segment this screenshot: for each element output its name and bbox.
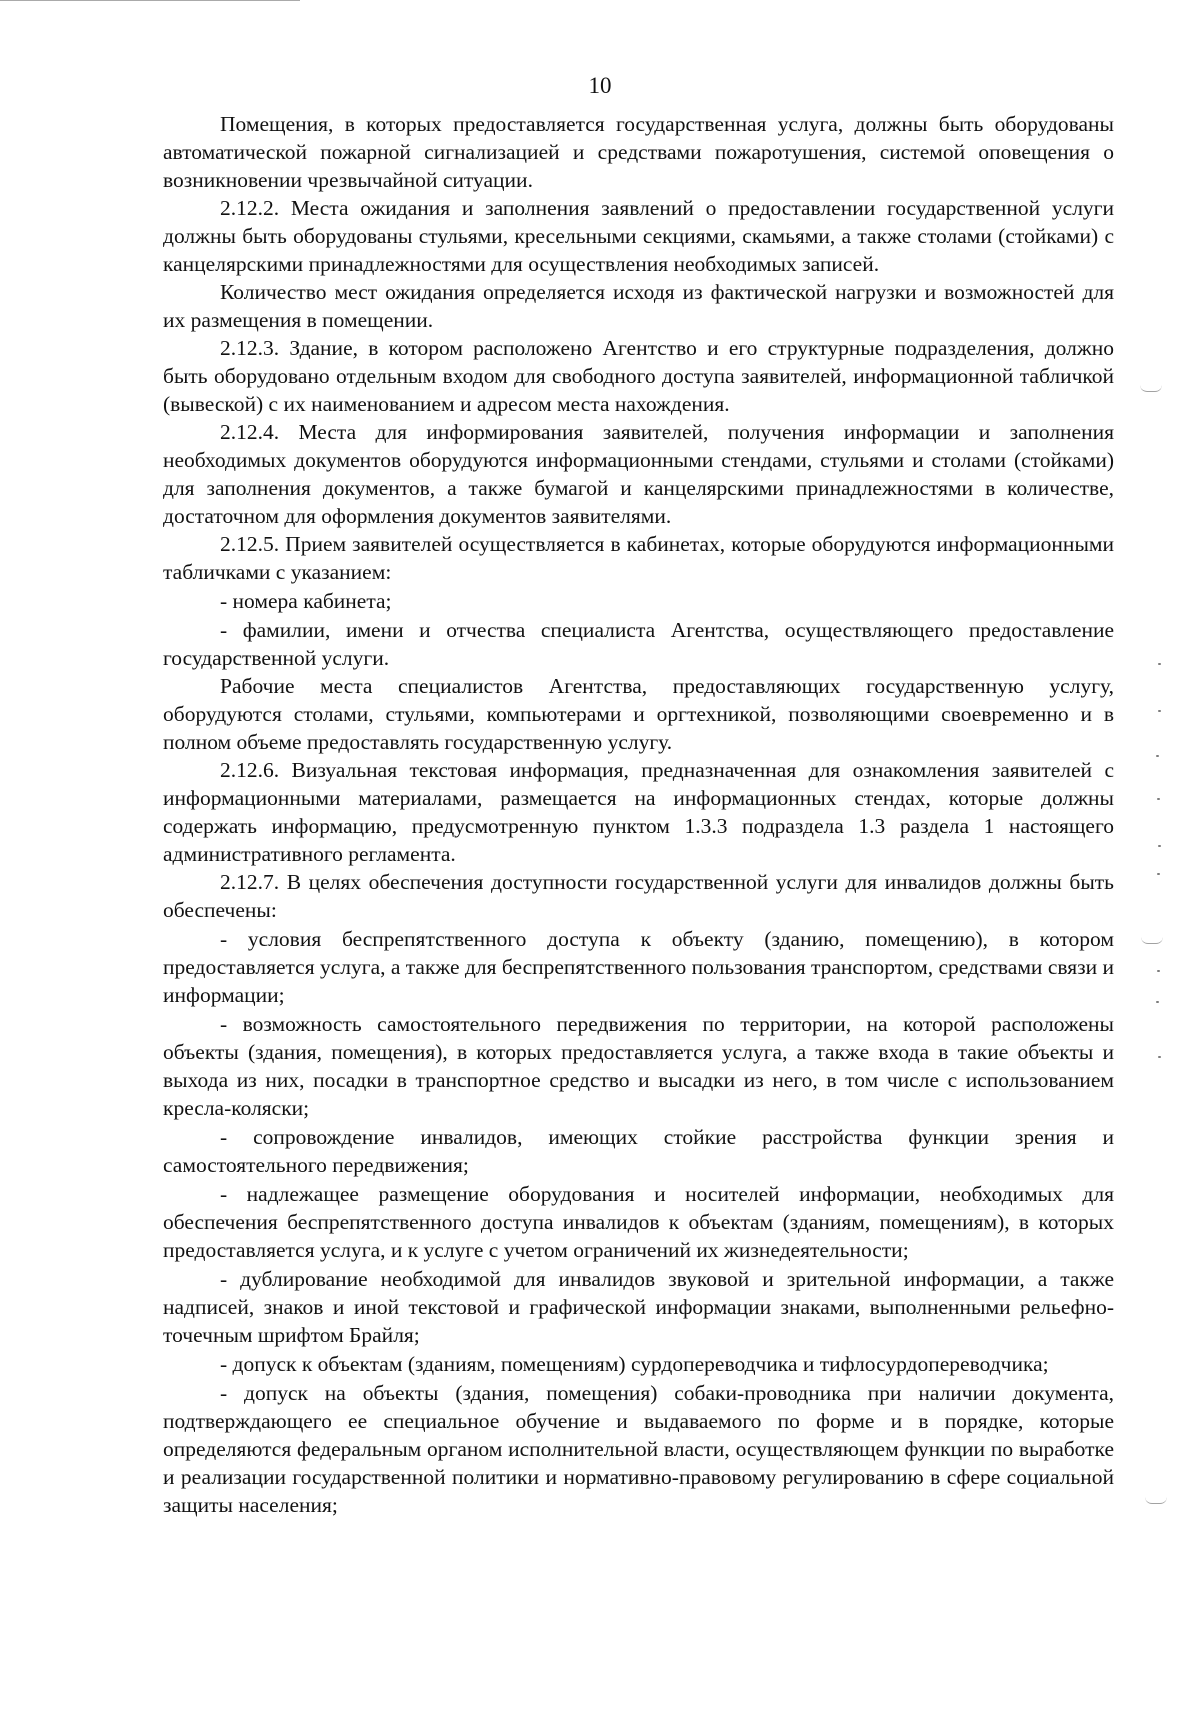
paragraph-2-12-3: 2.12.3. Здание, в котором расположено Агентство и его структурные подразделения, должно быть оборудовано отдельным входом для свободного доступа заявителей, информационной табличкой (вывеской) с их наименованием и адресом места нахождения. <box>163 336 1114 416</box>
paragraph-2-12-5: 2.12.5. Прием заявителей осуществляется в кабинетах, которые оборудуются информационными табличками с указанием: <box>163 532 1114 584</box>
paragraph-workplaces: Рабочие места специалистов Агентства, предоставляющих государственную услугу, оборудуются столами, стульями, компьютерами и оргтехникой, позволяющими своевременно и в полном объеме предоставлять государственную услугу. <box>163 674 1114 754</box>
scan-artifact <box>1158 1056 1161 1058</box>
page-number: 10 <box>588 73 612 98</box>
list-item-braille-duplication: - дублирование необходимой для инвалидов звуковой и зрительной информации, а также надписей, знаков и иной текстовой и графической информации знаками, выполненными рельефно-точечным шрифтом Брайля; <box>163 1267 1114 1347</box>
paragraph-2-12-4: 2.12.4. Места для информирования заявителей, получения информации и заполнения необходимых документов оборудуются информационными стендами, стульями и столами (стойками) для заполнения документов, а также бумагой и канцелярскими принадлежностями в количестве, достаточном для оформления документов заявителями. <box>163 420 1114 528</box>
scan-artifact <box>1140 385 1162 392</box>
list-item-room-number: - номера кабинета; <box>220 589 392 613</box>
list-item-independent-movement: - возможность самостоятельного передвижения по территории, на которой расположены объекты (здания, помещения), в которых предоставляется услуга, а также входа в такие объекты и выхода из них, посадки в транспортное средство и высадки из него, в том числе с использованием кресла-коляски; <box>163 1012 1114 1120</box>
paragraph-2-12-2: 2.12.2. Места ожидания и заполнения заявлений о предоставлении государственной услуги должны быть оборудованы стульями, кресельными секциями, скамьями, а также столами (стойками) с канцелярскими принадлежностями для осуществления необходимых записей. <box>163 196 1114 276</box>
list-item-equipment-placement: - надлежащее размещение оборудования и носителей информации, необходимых для обеспечения беспрепятственного доступа инвалидов к объектам (зданиям, помещениям), в которых предоставляется услуга, и к услуге с учетом ограничений их жизнедеятельности; <box>163 1182 1114 1262</box>
scan-artifact <box>1156 1001 1159 1003</box>
scan-artifact <box>1158 710 1161 712</box>
scan-artifact <box>1158 663 1161 665</box>
scan-artifact <box>1157 970 1160 972</box>
list-item-unobstructed-access: - условия беспрепятственного доступа к объекту (зданию, помещению), в котором предоставляется услуга, а также для беспрепятственного пользования транспортом, средствами связи и информации; <box>163 927 1114 1007</box>
scan-artifact <box>1141 937 1163 944</box>
document-body <box>163 110 1114 1519</box>
scan-artifact <box>1145 1497 1167 1504</box>
list-item-specialist-name: - фамилии, имени и отчества специалиста Агентства, осуществляющего предоставление государственной услуги. <box>163 618 1114 670</box>
scan-artifact <box>1157 873 1160 875</box>
paragraph-premises-safety: Помещения, в которых предоставляется государственная услуга, должны быть оборудованы автоматической пожарной сигнализацией и средствами пожаротушения, системой оповещения о возникновении чрезвычайной ситуации. <box>163 112 1114 192</box>
list-item-escort: - сопровождение инвалидов, имеющих стойкие расстройства функции зрения и самостоятельного передвижения; <box>163 1125 1114 1177</box>
scan-artifact <box>1157 798 1160 800</box>
scan-artifact <box>1156 755 1159 757</box>
paragraph-2-12-6: 2.12.6. Визуальная текстовая информация, предназначенная для ознакомления заявителей с информационными материалами, размещается на информационных стендах, которые должны содержать информацию, предусмотренную пунктом 1.3.3 подраздела 1.3 раздела 1 настоящего административного регламента. <box>163 758 1114 866</box>
scan-artifact <box>1158 845 1161 847</box>
paragraph-waiting-places: Количество мест ожидания определяется исходя из фактической нагрузки и возможностей для их размещения в помещении. <box>163 280 1114 332</box>
paragraph-2-12-7: 2.12.7. В целях обеспечения доступности государственной услуги для инвалидов должны быть обеспечены: <box>163 870 1114 922</box>
list-item-sign-interpreter: - допуск к объектам (зданиям, помещениям) сурдопереводчика и тифлосурдопереводчика; <box>220 1352 1049 1376</box>
scan-edge-line <box>0 0 300 1</box>
list-item-guide-dog: - допуск на объекты (здания, помещения) собаки-проводника при наличии документа, подтверждающего ее специальное обучение и выдаваемого по форме и в порядке, которые определяются федеральным органом исполнительной власти, осуществляющем функции по выработке и реализации государственной политики и нормативно-правовому регулированию в сфере социальной защиты населения; <box>163 1381 1114 1517</box>
